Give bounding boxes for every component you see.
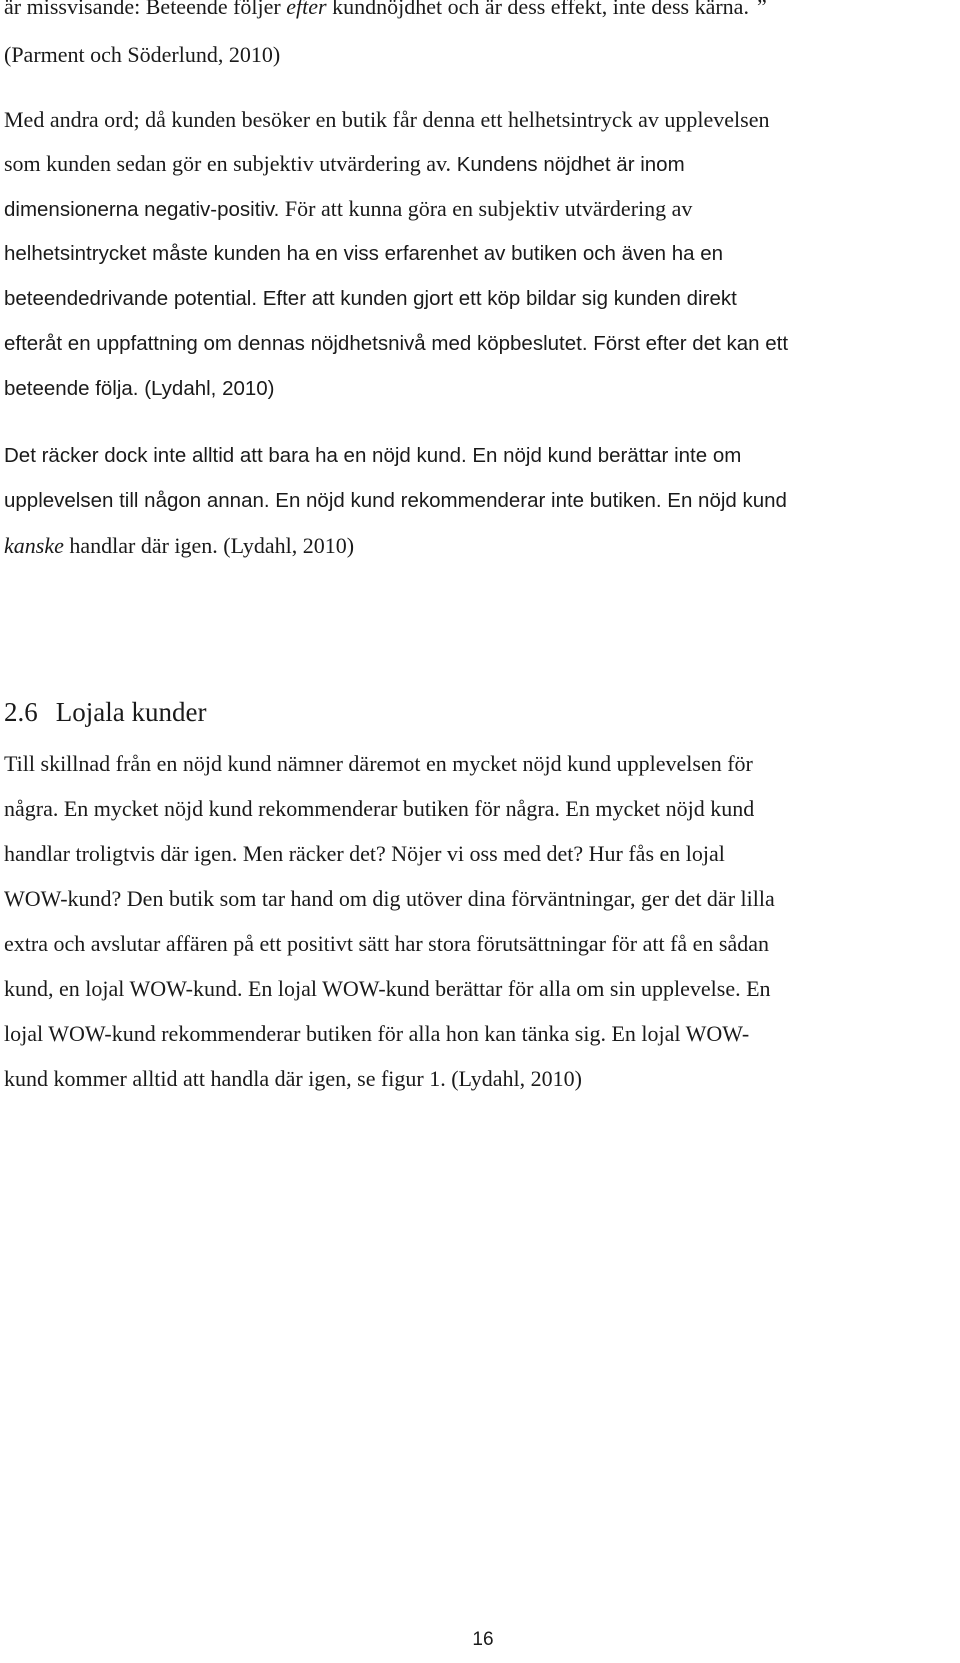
paragraph-4-line-2: några. En mycket nöjd kund rekommenderar butiken för några. En mycket nöjd kund <box>4 796 755 821</box>
section-title: Lojala kunder <box>55 697 207 727</box>
section-heading <box>4 696 206 728</box>
paragraph-2-line-6: efteråt en uppfattning om dennas nöjdhetsnivå med köpbeslutet. Först efter det kan ett <box>4 332 789 355</box>
paragraph-1-line-1 <box>4 0 767 20</box>
text-segment: dimensionerna negativ-positiv. <box>4 198 280 221</box>
paragraph-3-line-3 <box>4 533 354 559</box>
italic-text: efter <box>286 0 327 19</box>
paragraph-4-line-6: kund, en lojal WOW-kund. En lojal WOW-kund berättar för alla om sin upplevelse. En <box>4 976 771 1001</box>
paragraph-1-line-2: (Parment och Söderlund, 2010) <box>4 42 281 67</box>
paragraph-2-line-7: beteende följa. (Lydahl, 2010) <box>4 377 275 400</box>
italic-text: kanske <box>4 533 64 558</box>
text-segment: är missvisande: Beteende följer <box>4 0 287 19</box>
paragraph-4-line-1: Till skillnad från en nöjd kund nämner däremot en mycket nöjd kund upplevelsen för <box>4 751 753 776</box>
section-number: 2.6 <box>4 697 38 727</box>
text-segment: handlar där igen. (Lydahl, 2010) <box>63 533 355 558</box>
paragraph-2-line-5: beteendedrivande potential. Efter att kunden gjort ett köp bildar sig kunden direkt <box>4 287 737 310</box>
paragraph-4-line-5: extra och avslutar affären på ett positivt sätt har stora förutsättningar för att få en sådan <box>4 931 770 956</box>
text-segment: som kunden sedan gör en subjektiv utvärdering av. <box>4 151 452 176</box>
text-segment: Kundens nöjdhet är inom <box>451 153 685 176</box>
paragraph-3-line-2: upplevelsen till någon annan. En nöjd kund rekommenderar inte butiken. En nöjd kund <box>4 489 787 512</box>
paragraph-2-line-3 <box>4 196 692 223</box>
paragraph-4-line-3: handlar troligtvis där igen. Men räcker det? Nöjer vi oss med det? Hur fås en lojal <box>4 841 725 866</box>
paragraph-2-line-2 <box>4 151 685 178</box>
paragraph-2-line-1: Med andra ord; då kunden besöker en butik får denna ett helhetsintryck av upplevelsen <box>4 107 770 132</box>
paragraph-4-line-4: WOW-kund? Den butik som tar hand om dig utöver dina förväntningar, ger det där lilla <box>4 886 775 911</box>
paragraph-4-line-7: lojal WOW-kund rekommenderar butiken för alla hon kan tänka sig. En lojal WOW- <box>4 1021 750 1046</box>
page-number: 16 <box>472 1629 494 1650</box>
text-segment: För att kunna göra en subjektiv utvärdering av <box>279 196 693 221</box>
paragraph-3-line-1: Det räcker dock inte alltid att bara ha en nöjd kund. En nöjd kund berättar inte om <box>4 444 742 467</box>
paragraph-4-line-8: kund kommer alltid att handla där igen, se figur 1. (Lydahl, 2010) <box>4 1066 582 1091</box>
paragraph-2-line-4: helhetsintrycket måste kunden ha en viss erfarenhet av butiken och även ha en <box>4 242 724 265</box>
text-segment: kundnöjdhet och är dess effekt, inte dess kärna. <box>326 0 749 19</box>
closing-quote: ” <box>756 0 767 19</box>
